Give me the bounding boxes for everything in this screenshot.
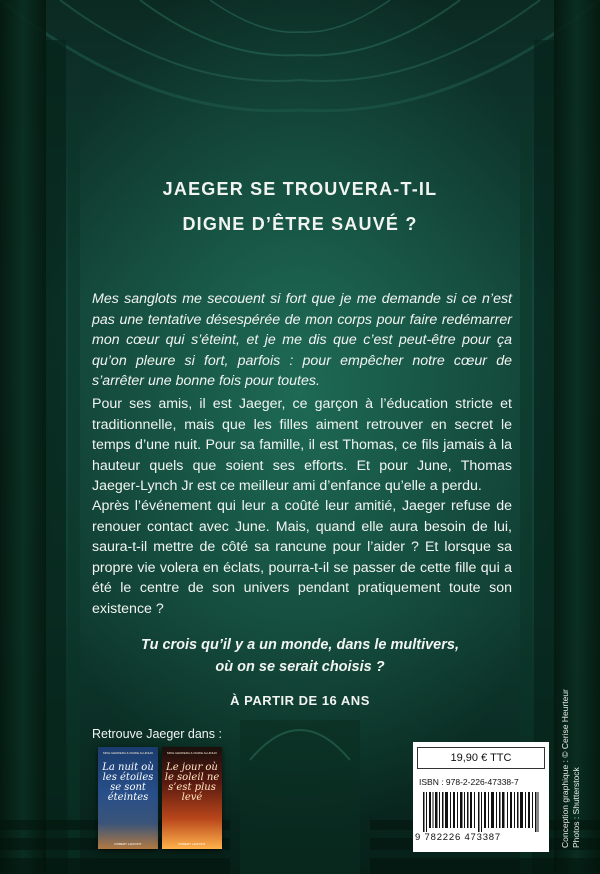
book-1-publisher: ROBERT LAFFONT (114, 842, 142, 846)
book-cover-1 (98, 747, 158, 849)
book-2-authors: MIKE GERRERA & MARIE ALHINHO (166, 751, 217, 755)
book-2-publisher: ROBERT LAFFONT (178, 842, 206, 846)
series-label: Retrouve Jaeger dans : (92, 727, 222, 741)
isbn: ISBN : 978-2-226-47338-7 (419, 777, 519, 787)
price: 19,90 € TTC (417, 747, 545, 769)
headline (0, 172, 600, 242)
tagline-line-2: où on se serait choisis ? (215, 659, 385, 675)
headline-line-1: JAEGER SE TROUVERA-T-IL (162, 179, 438, 199)
synopsis-paragraph-1: Pour ses amis, il est Jaeger, ce garçon à l’éducation stricte et traditionnelle, mais que les filles aiment retrouver en secret le temps d’une nuit. Pour sa famille, il est Thomas, ce fils jamais à la hauteur quels que soient ses efforts. Et pour June, Thomas Jaeger-Lynch Jr est ce meilleur ami d’enfance qu’elle a perdu. (92, 396, 512, 495)
synopsis-paragraph-2: Après l’événement qui leur a coûté leur amitié, Jaeger refuse de renouer contact avec June. Mais, quand elle aura besoin de lui, saura-t-il mettre de côté sa rancune pour l’aider ? Et lorsque sa propre vie volera en éclats, pourra-t-il se passer de cette fille qui a été le centre de son univers pendant pratiquement toute son existence ? (92, 498, 512, 617)
intro-quote: Mes sanglots me secouent si fort que je me demande si ce n’est pas une tentative désespérée de mon corps pour faire redémarrer mon cœur qui s’éteint, et je me dis que c’est peut-être pour ça qu’on pleure si fort, parfois : pour empêcher notre cœur de s’arrêter une bonne fois pour toutes. (92, 291, 512, 390)
photo-credits (560, 689, 582, 848)
book-2-title: Le jour où le soleil ne s’est plus levé (164, 762, 220, 803)
headline-line-2: DIGNE D’ÊTRE SAUVÉ ? (182, 214, 418, 234)
credits-line-1: Conception graphique : © Cerise Heurteur (560, 689, 570, 848)
tagline (0, 634, 600, 678)
credits-line-2: Photos : Shutterstock (571, 767, 581, 848)
barcode-number: 9 782226 473387 (415, 832, 501, 843)
book-1-authors: MIKE GERRERA & MARIE ALHINHO (102, 751, 153, 755)
price-isbn-box (413, 742, 549, 852)
barcode-icon (423, 792, 539, 832)
tagline-line-1: Tu crois qu’il y a un monde, dans le multivers, (140, 637, 459, 653)
age-rating: À PARTIR DE 16 ANS (230, 693, 370, 708)
book-cover-2 (162, 747, 222, 849)
book-1-title: La nuit où les étoiles se sont éteintes (102, 762, 154, 803)
